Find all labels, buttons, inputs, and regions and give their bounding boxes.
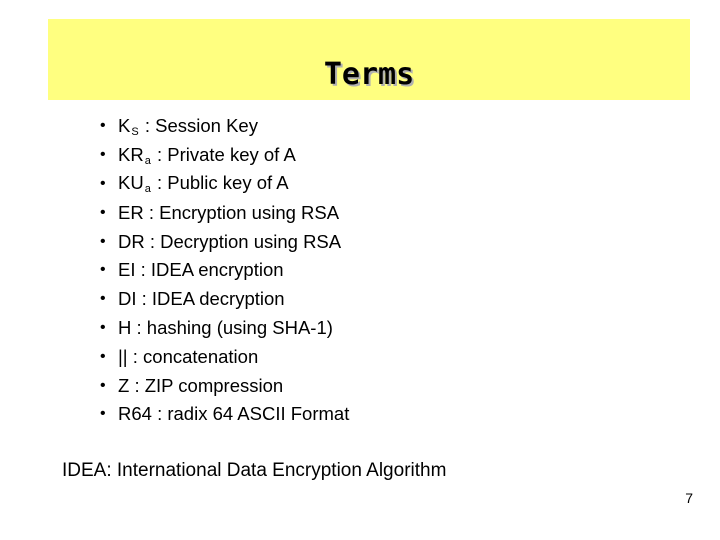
list-item [100, 227, 349, 256]
term-text [118, 144, 296, 167]
term-symbol: DR : Decryption using RSA [118, 230, 342, 252]
term-text [118, 375, 283, 397]
bullet-icon: • [100, 174, 106, 192]
list-item [100, 285, 349, 314]
bullet-icon: • [100, 318, 106, 336]
list-item [100, 342, 349, 371]
title-band [48, 19, 690, 100]
list-item [100, 371, 349, 400]
terms-list [100, 112, 349, 429]
term-text [118, 115, 258, 138]
list-item [100, 141, 349, 170]
term-text [118, 317, 333, 339]
bullet-icon: • [100, 376, 106, 394]
term-text [118, 259, 284, 281]
term-text [118, 346, 258, 368]
list-item [100, 198, 349, 227]
list-item [100, 256, 349, 285]
bullet-icon: • [100, 146, 106, 164]
list-item [100, 400, 349, 429]
term-symbol: KR [118, 143, 144, 165]
bullet-icon: • [100, 117, 106, 135]
page-number: 7 [685, 490, 693, 506]
bullet-icon: • [100, 347, 106, 365]
term-text [118, 202, 339, 224]
term-symbol: EI : IDEA encryption [118, 259, 284, 281]
term-symbol: DI : IDEA decryption [118, 288, 285, 310]
term-symbol: ER : Encryption using RSA [118, 201, 340, 223]
term-symbol: Z : ZIP compression [118, 374, 284, 396]
term-symbol: K [118, 114, 131, 136]
list-item [100, 314, 349, 343]
bullet-icon: • [100, 261, 106, 279]
footnote: IDEA: International Data Encryption Algorithm [62, 460, 447, 481]
term-symbol: KU [118, 172, 144, 194]
term-subscript: a [144, 154, 151, 167]
term-text [118, 231, 341, 253]
term-symbol: H : hashing (using SHA-1) [118, 316, 333, 338]
bullet-icon: • [100, 290, 106, 308]
term-definition: : Public key of A [151, 172, 289, 194]
term-text [118, 288, 285, 310]
list-item [100, 112, 349, 141]
bullet-icon: • [100, 203, 106, 221]
term-definition: : Private key of A [151, 143, 296, 165]
bullet-icon: • [100, 232, 106, 250]
bullet-icon: • [100, 405, 106, 423]
term-subscript: a [144, 183, 151, 196]
term-subscript: S [131, 125, 139, 138]
term-text [118, 403, 349, 425]
list-item [100, 170, 349, 199]
slide-title: Terms [323, 57, 415, 92]
term-definition: : Session Key [139, 114, 258, 136]
term-text [118, 172, 289, 195]
term-symbol: R64 : radix 64 ASCII Format [118, 403, 350, 425]
term-symbol: || : concatenation [118, 345, 259, 367]
